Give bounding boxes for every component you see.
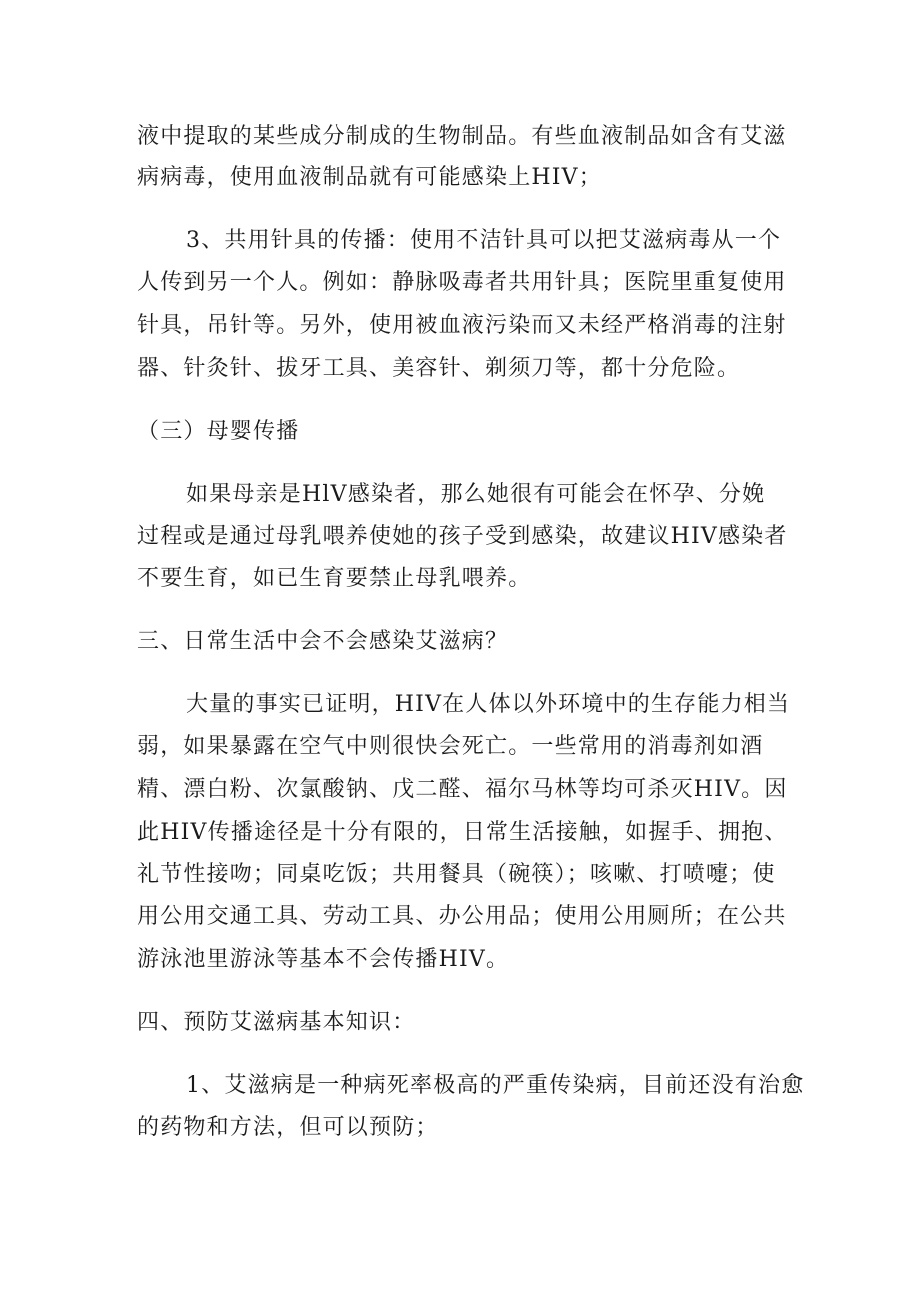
text-line: 病病毒，使用血液制品就有可能感染上HIV；: [137, 165, 602, 190]
text-line: 液中提取的某些成分制成的生物制品。有些血液制品如含有艾滋: [137, 124, 787, 149]
text-line: 过程或是通过母乳喂养使她的孩子受到感染，故建议HIV感染者: [137, 524, 788, 549]
text-line: 精、漂白粉、次氯酸钠、戊二醛、福尔马林等均可杀灭HIV。因: [137, 777, 788, 802]
text-line: 游泳池里游泳等基本不会传播HIV。: [137, 947, 510, 972]
text-line: 如果母亲是HlV感染者，那么她很有可能会在怀孕、分娩: [186, 482, 766, 507]
section-heading: 四、预防艾滋病基本知识：: [137, 1010, 416, 1035]
text-line: 人传到另一个人。例如：静脉吸毒者共用针具；医院里重复使用: [137, 270, 787, 295]
text-line: 此HIV传播途径是十分有限的，日常生活接触，如握手、拥抱、: [137, 820, 788, 845]
section-heading: （三）母婴传播: [137, 419, 300, 444]
text-line: 大量的事实已证明，HIV在人体以外环境中的生存能力相当: [186, 692, 791, 717]
text-line: 的药物和方法，但可以预防；: [137, 1115, 439, 1140]
section-heading: 三、日常生活中会不会感染艾滋病？: [137, 629, 509, 654]
text-line: 不要生育，如已生育要禁止母乳喂养。: [137, 566, 532, 591]
text-line: 弱，如果暴露在空气中则很快会死亡。一些常用的消毒剂如酒: [137, 734, 764, 759]
text-line: 用公用交通工具、劳动工具、办公用品；使用公用厕所；在公共: [137, 904, 787, 929]
text-line: 礼节性接吻；同桌吃饭；共用餐具（碗筷）；咳嗽、打喷嚏；使: [137, 862, 776, 887]
text-line: 针具，吊针等。另外，使用被血液污染而又未经严格消毒的注射: [137, 313, 787, 338]
text-line: 3、共用针具的传播：使用不洁针具可以把艾滋病毒从一个: [186, 228, 782, 253]
text-line: 器、针灸针、拔牙工具、美容针、剃须刀等，都十分危险。: [137, 356, 741, 381]
text-line: 1、艾滋病是一种病死率极高的严重传染病，目前还没有治愈: [186, 1073, 805, 1098]
